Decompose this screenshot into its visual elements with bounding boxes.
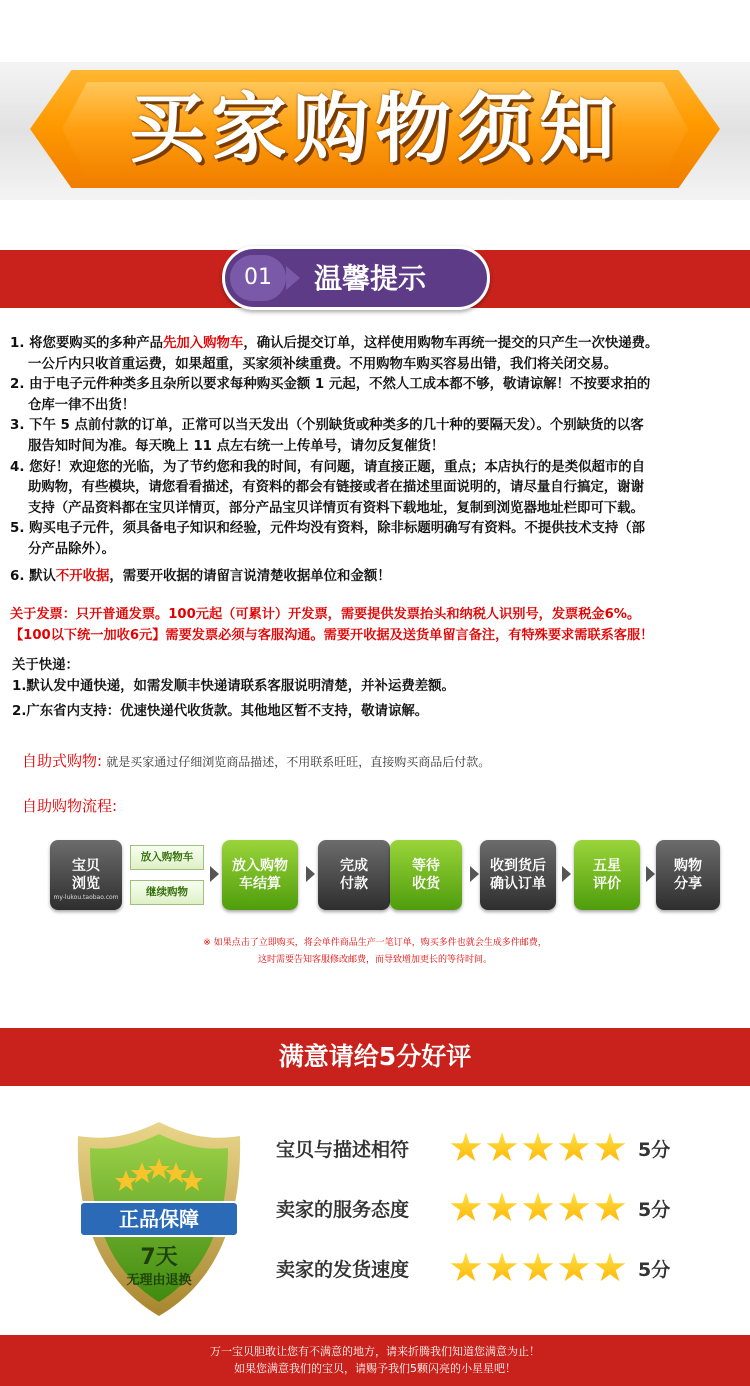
- star-icon: [486, 1132, 518, 1164]
- express-line-1: 1.默认发中通快递，如需发顺丰快递请联系客服说明清楚，并补运费差额。: [12, 678, 455, 694]
- note-5-cont: 分产品除外）。: [28, 541, 116, 557]
- note-6-text-end: ，需要开收据的请留言说清楚收据单位和金额！: [109, 568, 391, 584]
- note-6: [10, 567, 745, 588]
- star-icon: [522, 1192, 554, 1224]
- rating-header: 满意请给5分好评: [0, 1028, 750, 1086]
- rating-row: [276, 1192, 696, 1252]
- guarantee-badge: [74, 1118, 244, 1320]
- flow-step-cart-checkout-label: 放入购物车结算: [232, 858, 288, 892]
- flow-step-browse-url: my-lukou.taobao.com: [53, 894, 119, 901]
- invoice-line-2: 【100以下统一加收6元】需要发票必须与客服沟通。需要开收据及送货单留言备注，有特殊要求需联系客服！: [10, 628, 654, 643]
- rating-stars: [450, 1252, 630, 1288]
- note-2-cont: 仓库一律不出货！: [28, 397, 136, 413]
- star-icon: [450, 1132, 482, 1164]
- shopping-flow: [50, 840, 720, 914]
- star-icon: [522, 1252, 554, 1284]
- note-4-cont: 助购物，有些模块，请您看看描述，有资料的都会有链接或者在描述里面说明的，请尽量自行搞定，谢谢: [28, 480, 644, 496]
- flow-step-rate-label: 五星评价: [593, 858, 621, 892]
- flow-note-line-2: 这时需要告知客服修改邮费，而导致增加更长的等待时间。: [257, 955, 492, 965]
- note-6-text: 6. 默认: [10, 568, 56, 584]
- rating-stars: [450, 1132, 630, 1168]
- rating-score: 5分: [638, 1259, 671, 1281]
- star-icon: [486, 1252, 518, 1284]
- star-icon: [522, 1132, 554, 1164]
- flow-step-wait: [390, 840, 462, 910]
- star-icon: [594, 1192, 626, 1224]
- note-5: 5. 购买电子元件，须具备电子知识和经验，元件均没有资料，除非标题明确写有资料。不提供技术支持（部: [10, 521, 646, 537]
- flow-arrow-icon: [306, 866, 315, 882]
- star-icon: [450, 1252, 482, 1284]
- note-4: 4. 您好！欢迎您的光临，为了节约您和我的时间，有问题，请直接正题，重点；本店执行的是类似超市的自: [10, 459, 646, 475]
- invoice-notice: [10, 604, 748, 646]
- rating-label: 宝贝与描述相符: [276, 1139, 410, 1161]
- express-notice: [12, 656, 742, 723]
- flow-option-add-cart: 放入购物车: [130, 845, 204, 870]
- flow-step-share: [656, 840, 720, 910]
- rating-stars: [450, 1192, 630, 1228]
- badge-subtitle: 无理由退换: [126, 1273, 192, 1288]
- flow-step-wait-label: 等待收货: [412, 858, 440, 892]
- flow-arrow-icon: [210, 866, 219, 882]
- note-1: [10, 334, 745, 355]
- flow-arrow-icon: [646, 866, 655, 882]
- note-1-highlight: 先加入购物车: [162, 336, 244, 351]
- express-title: 关于快递：: [12, 658, 79, 673]
- note-1-text-end: ，确认后提交订单，这样使用购物车再统一提交的只产生一次快递费。: [243, 336, 659, 351]
- flow-step-browse-label: 宝贝浏览: [72, 858, 100, 892]
- star-icon: [558, 1132, 590, 1164]
- rating-list: [276, 1132, 696, 1312]
- star-icon: [594, 1132, 626, 1164]
- flow-step-share-label: 购物分享: [674, 858, 702, 892]
- note-1-cont: 一公斤内只收首重运费，如果超重，买家须补续重费。不用购物车购买容易出错，我们将关闭交易。: [28, 356, 618, 372]
- note-2: 2. 由于电子元件种类多且杂所以要求每种购买金额 1 元起，不然人工成本都不够，敬请谅解！不按要求拍的: [10, 377, 651, 393]
- rating-label: 卖家的发货速度: [276, 1259, 410, 1281]
- flow-arrow-icon: [470, 866, 479, 882]
- flow-step-confirm-label: 收到货后确认订单: [490, 858, 546, 892]
- banner: [0, 0, 750, 240]
- flow-note-line-1: ※ 如果点击了立即购买，将会单件商品生产一笔订单，购买多件也就会生成多件邮费，: [203, 938, 547, 948]
- star-icon: [594, 1252, 626, 1284]
- notes-list: [10, 334, 745, 587]
- note-3: 3. 下午 5 点前付款的订单，正常可以当天发出（个别缺货或种类多的几十种的要隔天发）。个别缺货的以客: [10, 418, 644, 434]
- note-4-cont-2: 支持（产品资料都在宝贝详情页，部分产品宝贝详情页有资料下载地址，复制到浏览器地址栏即可下载。: [28, 500, 644, 516]
- footer: [0, 1335, 750, 1386]
- star-icon: [486, 1192, 518, 1224]
- footer-line-1: 万一宝贝胆敢让您有不满意的地方，请来折腾我们知道您满意为止！: [210, 1345, 540, 1358]
- flow-step-pay: [318, 840, 390, 910]
- flow-step-browse: [50, 840, 122, 910]
- flow-step-pay-label: 完成付款: [340, 858, 368, 892]
- invoice-line-1: 关于发票：只开普通发票。100元起（可累计）开发票，需要提供发票抬头和纳税人识别号，发票税金6%。: [10, 607, 641, 622]
- section-arrow-icon: [286, 266, 300, 290]
- note-1-text: 1. 将您要购买的多种产品: [10, 336, 163, 351]
- note-3-cont: 服告知时间为准。每天晚上 11 点左右统一上传单号，请勿反复催货！: [28, 438, 445, 454]
- flow-arrow-icon: [562, 866, 571, 882]
- rating-score: 5分: [638, 1199, 671, 1221]
- flow-title: 自助购物流程:: [22, 797, 118, 815]
- rating-label: 卖家的服务态度: [276, 1199, 410, 1221]
- flow-options: [130, 845, 204, 907]
- badge-days: 7天: [140, 1245, 178, 1270]
- section-title: 温馨提示: [314, 262, 427, 295]
- express-line-2: 2.广东省内支持：优速快递代收货款。其他地区暂不支持，敬请谅解。: [12, 704, 429, 720]
- flow-option-continue: 继续购物: [130, 880, 204, 905]
- badge-title: 正品保障: [119, 1207, 199, 1231]
- rating-score: 5分: [638, 1139, 671, 1161]
- self-buy-text: 就是买家通过仔细浏览商品描述，不用联系旺旺，直接购买商品后付款。: [106, 755, 491, 769]
- page-title: 买家购物须知: [129, 84, 621, 173]
- flow-note: [0, 935, 750, 969]
- flow-step-confirm: [480, 840, 556, 910]
- self-buy-info: [22, 750, 490, 771]
- note-6-highlight: 不开收据: [55, 568, 110, 584]
- self-buy-label: 自助式购物:: [22, 752, 103, 770]
- footer-line-2: 如果您满意我们的宝贝，请赐予我们5颗闪亮的小星星吧！: [234, 1362, 516, 1375]
- rating-row: [276, 1252, 696, 1312]
- star-icon: [558, 1252, 590, 1284]
- star-icon: [558, 1192, 590, 1224]
- flow-step-cart-checkout: [222, 840, 298, 910]
- rating-row: [276, 1132, 696, 1192]
- flow-step-rate: [574, 840, 640, 910]
- section-number: 01: [230, 255, 286, 301]
- star-icon: [450, 1192, 482, 1224]
